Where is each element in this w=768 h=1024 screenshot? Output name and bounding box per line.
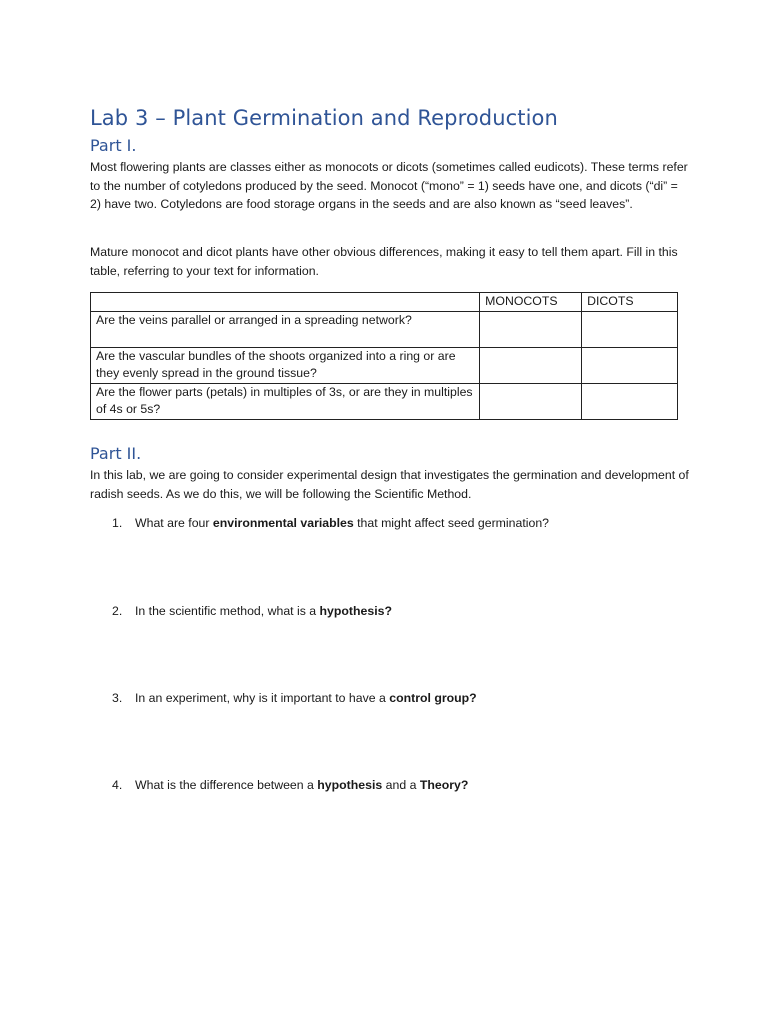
question-number: 3. — [112, 691, 123, 705]
dicots-answer-cell[interactable] — [582, 311, 678, 347]
question-key-term: hypothesis — [317, 778, 383, 792]
question-key-term: Theory? — [419, 778, 469, 792]
table-question-cell: Are the vascular bundles of the shoots organized into a ring or are they evenly spread in the ground tissue? — [91, 347, 480, 383]
question-text: In the scientific method, what is a — [135, 604, 320, 618]
question-key-term: environmental variables — [212, 516, 354, 530]
question-text: What is the difference between a — [135, 778, 318, 792]
comparison-table — [90, 292, 678, 420]
part2-heading: Part II. — [90, 444, 142, 463]
question-text: What are four — [135, 516, 213, 530]
table-header-row — [91, 293, 678, 312]
question-text: In an experiment, why is it important to have a — [135, 691, 390, 705]
question-2 — [112, 602, 392, 620]
table-header-blank — [91, 293, 480, 312]
question-key-term: hypothesis? — [319, 604, 392, 618]
question-text: and a — [382, 778, 420, 792]
question-3 — [112, 689, 477, 707]
question-number: 2. — [112, 604, 123, 618]
monocots-answer-cell[interactable] — [480, 311, 582, 347]
question-text: that might affect seed germination? — [353, 516, 549, 530]
part1-heading: Part I. — [90, 136, 137, 155]
table-question-cell: Are the flower parts (petals) in multiples of 3s, or are they in multiples of 4s or 5s? — [91, 383, 480, 419]
part2-intro: In this lab, we are going to consider experimental design that investigates the germination and development of radish seeds. As we do this, we will be following the Scientific Method. — [90, 468, 689, 501]
table-row — [91, 311, 678, 347]
table-question-cell: Are the veins parallel or arranged in a spreading network? — [91, 311, 480, 347]
dicots-answer-cell[interactable] — [582, 383, 678, 419]
table-header-dicots: DICOTS — [582, 293, 678, 312]
part1-paragraph-2: Mature monocot and dicot plants have other obvious differences, making it easy to tell them apart. Fill in this table, referring to your text for information. — [90, 245, 678, 278]
question-1 — [112, 514, 549, 532]
page-title: Lab 3 – Plant Germination and Reproduction — [90, 106, 558, 130]
table-header-monocots: MONOCOTS — [480, 293, 582, 312]
part1-paragraph-1: Most flowering plants are classes either as monocots or dicots (sometimes called eudicots). These terms refer to the number of cotyledons produced by the seed. Monocot (“mono” = 1) seeds have one, and dicots (“di” = 2) have two. Cotyledons are food storage organs in the seeds and are also known as “seed leaves”. — [90, 160, 688, 211]
dicots-answer-cell[interactable] — [582, 347, 678, 383]
question-4 — [112, 776, 468, 794]
monocots-answer-cell[interactable] — [480, 383, 582, 419]
monocots-answer-cell[interactable] — [480, 347, 582, 383]
question-number: 1. — [112, 516, 123, 530]
table-row — [91, 383, 678, 419]
table-row — [91, 347, 678, 383]
question-key-term: control group? — [389, 691, 477, 705]
question-number: 4. — [112, 778, 123, 792]
